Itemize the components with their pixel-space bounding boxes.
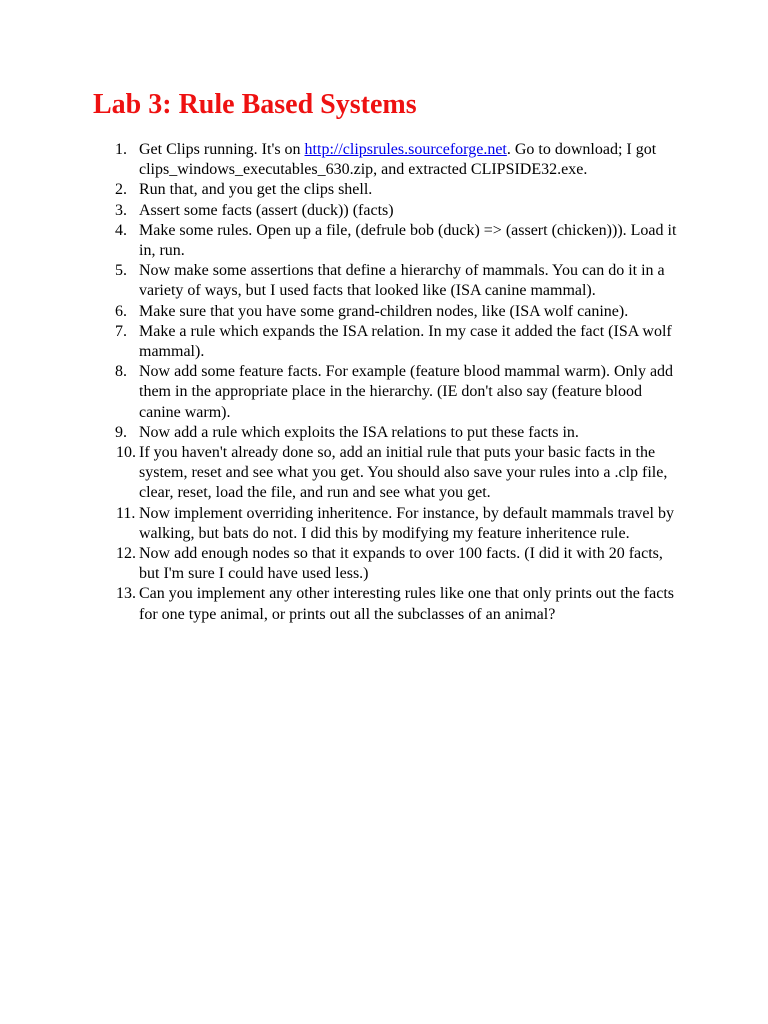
list-item <box>115 221 679 261</box>
item-text: Now make some assertions that define a hierarchy of mammals. You can do it in a variety of ways, but I used facts that looked like (ISA canine mammal). <box>139 262 665 300</box>
item-text: Now add some feature facts. For example (feature blood mammal warm). Only add them in the appropriate place in the hierarchy. (IE don't also say (feature blood canine warm). <box>139 363 674 421</box>
list-item <box>115 362 679 423</box>
item-text: Now add a rule which exploits the ISA relations to put these facts in. <box>139 423 579 441</box>
instruction-list <box>115 140 679 625</box>
item-number: 11. <box>116 504 136 522</box>
list-item <box>116 504 679 544</box>
item-text: Run that, and you get the clips shell. <box>139 181 373 199</box>
list-item <box>115 322 679 362</box>
item-number: 10. <box>116 444 136 462</box>
item-text: . Go to download; I got clips_windows_executables_630.zip, and extracted CLIPSIDE32.exe. <box>139 141 657 179</box>
item-text: Make a rule which expands the ISA relation. In my case it added the fact (ISA wolf mammal). <box>139 322 672 361</box>
item-number: 2. <box>115 181 127 199</box>
item-number: 7. <box>115 322 127 340</box>
clips-download-link[interactable]: http://clipsrules.sourceforge.net <box>304 141 507 158</box>
item-number: 13. <box>116 585 136 603</box>
item-number: 1. <box>115 141 127 158</box>
item-text: If you haven't already done so, add an initial rule that puts your basic facts in the system, reset and see what you get. You should also save your rules into a .clp file, clear, reset, load the file, and run and see what you get. <box>139 444 668 502</box>
item-text: Now add enough nodes so that it expands to over 100 facts. (I did it with 20 facts, but I'm sure I could have used less.) <box>139 545 663 583</box>
item-text: Now implement overriding inheritence. For instance, by default mammals travel by walking, but bats do not. I did this by modifying my feature inheritence rule. <box>139 504 674 542</box>
list-item <box>116 443 679 504</box>
item-number: 12. <box>116 545 136 563</box>
page-title: Lab 3: Rule Based Systems <box>93 89 417 120</box>
list-item <box>115 261 679 301</box>
list-item <box>116 544 679 584</box>
list-item <box>115 201 679 221</box>
item-number: 5. <box>115 262 127 280</box>
item-text: Can you implement any other interesting rules like one that only prints out the facts for one type animal, or prints out all the subclasses of an animal? <box>139 585 674 623</box>
item-number: 8. <box>115 363 127 381</box>
item-text: Assert some facts (assert (duck)) (facts) <box>139 201 394 219</box>
item-text: Make some rules. Open up a file, (defrule bob (duck) => (assert (chicken))). Load it in, run. <box>139 221 677 260</box>
item-text: Make sure that you have some grand-children nodes, like (ISA wolf canine). <box>139 302 629 320</box>
list-item <box>116 584 679 624</box>
list-item <box>115 423 679 443</box>
list-item <box>115 180 679 200</box>
item-number: 4. <box>115 221 127 239</box>
item-number: 6. <box>115 302 127 320</box>
list-item <box>115 140 679 180</box>
item-text: Get Clips running. It's on <box>139 141 305 158</box>
list-item <box>115 302 679 322</box>
item-number: 9. <box>115 423 127 441</box>
item-number: 3. <box>115 201 127 219</box>
